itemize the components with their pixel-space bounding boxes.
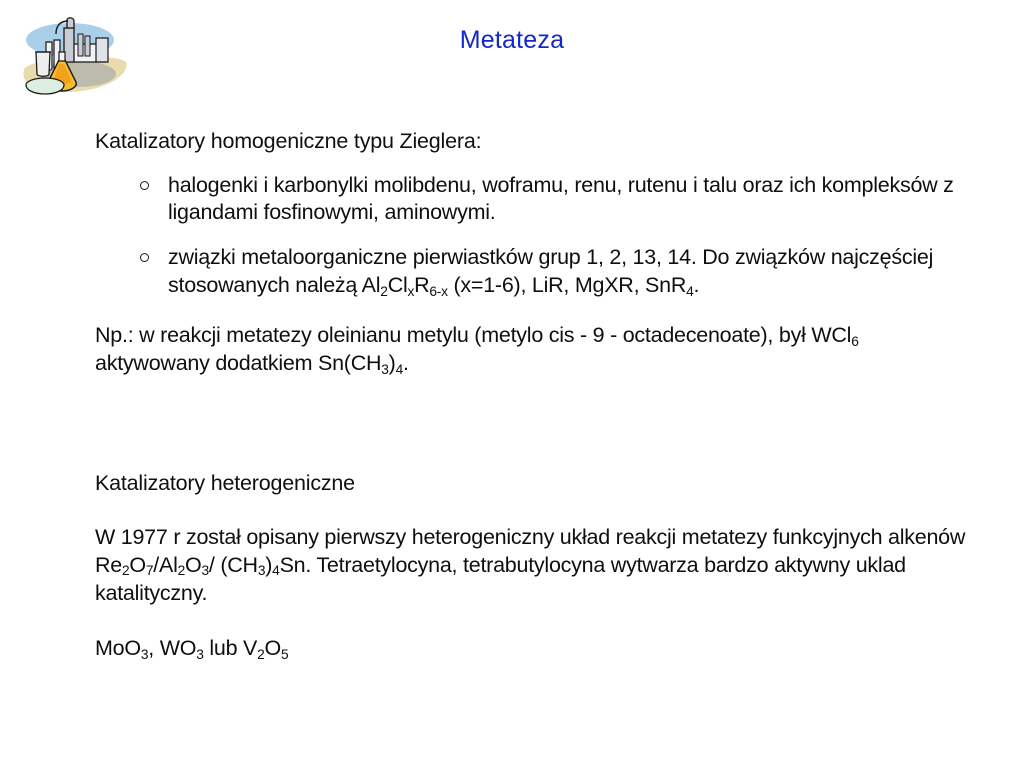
para-1977-part6: ): [265, 552, 273, 577]
list-item: [95, 172, 975, 228]
para-1977-sub2: 7: [145, 563, 154, 579]
slide-title: Metateza: [459, 26, 565, 54]
para-1977-part7: Sn. Tetraetylocyna, tetrabutylocyna wytwarza bardzo aktywny uklad katalityczny.: [95, 552, 906, 605]
para-np-sub3: 4: [395, 361, 403, 377]
paragraph-1977-description: [95, 524, 975, 608]
bullet-2-text-part5: .: [693, 273, 700, 298]
para-oxides-part1: MoO: [95, 636, 141, 661]
para-oxides-sub4: 5: [281, 647, 289, 663]
para-1977-part1: W 1977 r został opisany pierwszy heterogeniczny układ reakcji metatezy funkcyjnych alkenów Re: [95, 524, 966, 577]
para-1977-sub5: 3: [257, 563, 266, 579]
slide-content: [95, 128, 975, 663]
bullet-2-text-part3: R: [414, 273, 430, 298]
para-np-sub2: 3: [381, 361, 389, 377]
para-oxides-sub1: 3: [140, 647, 149, 663]
bullet-2-sub1: 2: [380, 283, 388, 299]
para-np-part3: ): [388, 351, 396, 376]
bullet-2-text-part2: Cl: [387, 273, 408, 298]
para-1977-sub6: 4: [272, 563, 280, 579]
para-np-part4: .: [403, 351, 409, 376]
bullet-2-sub2: x: [407, 283, 415, 299]
paragraph-example-reaction: [95, 322, 975, 378]
bullet-list-homogeneous: [95, 172, 975, 301]
para-oxides-sub3: 2: [257, 647, 265, 663]
para-1977-sub1: 2: [121, 563, 130, 579]
bullet-circle-icon: [140, 253, 149, 262]
bullet-2-text-part4: (x=1-6), LiR, MgXR, SnR: [447, 273, 687, 298]
para-1977-sub3: 2: [177, 563, 186, 579]
clipart-petri-dish-wall: [26, 85, 64, 94]
para-1977-sub4: 3: [201, 563, 209, 579]
paragraph-oxide-catalysts: [95, 635, 975, 663]
para-1977-part3: /Al: [153, 552, 178, 577]
bullet-1-text: halogenki i karbonylki molibdenu, woframu, renu, rutenu i talu oraz ich kompleksów z ligandami fosfinowymi, aminowymi.: [168, 172, 954, 225]
para-oxides-sub2: 3: [196, 647, 204, 663]
list-item: [95, 244, 975, 300]
para-oxides-part3: lub V: [203, 636, 258, 661]
heading-heterogeneous-catalysts: Katalizatory heterogeniczne: [95, 471, 355, 496]
para-1977-part5: / (CH: [208, 552, 258, 577]
para-1977-part4: O: [185, 552, 202, 577]
para-1977-part2: O: [129, 552, 146, 577]
para-np-part2: aktywowany dodatkiem Sn(CH: [95, 351, 382, 376]
para-oxides-part4: O: [264, 636, 281, 661]
bullet-2-sub3: 6-x: [429, 283, 448, 299]
bullet-2-text-part1: związki metaloorganiczne pierwiastków grup 1, 2, 13, 14. Do związków najczęściej stosowanych należą Al: [168, 245, 934, 298]
bullet-circle-icon: [140, 181, 149, 190]
bullet-2-sub4: 4: [686, 283, 694, 299]
heading-homogeneous-catalysts: Katalizatory homogeniczne typu Zieglera:: [95, 129, 482, 153]
para-oxides-part2: , WO: [148, 636, 197, 661]
para-np-part1: Np.: w reakcji metatezy oleinianu metylu (metylo cis - 9 - octadecenoate), był WCl: [95, 323, 852, 348]
clipart-beaker: [36, 52, 50, 76]
para-np-sub1: 6: [851, 333, 859, 349]
